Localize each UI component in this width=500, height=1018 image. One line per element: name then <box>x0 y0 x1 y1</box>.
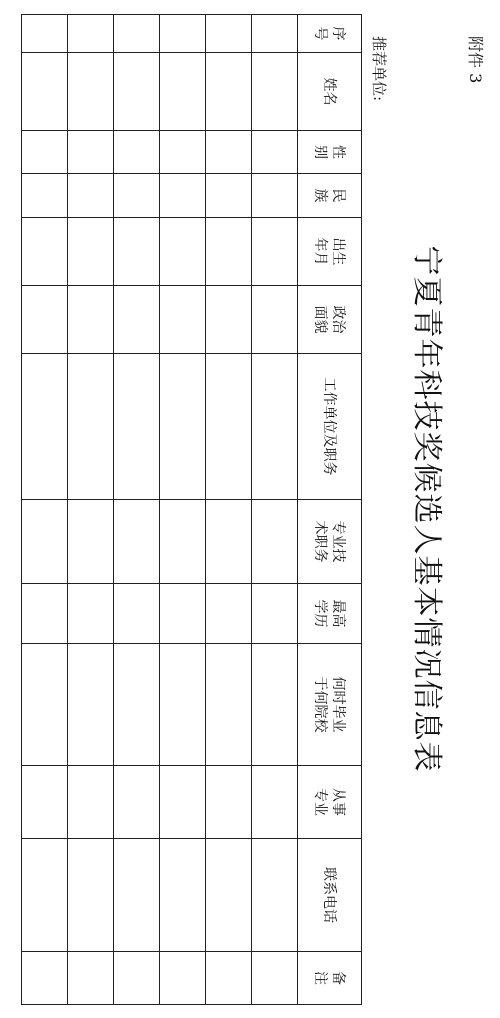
table-cell[interactable] <box>160 766 206 839</box>
table-cell[interactable] <box>252 15 298 53</box>
table-cell[interactable] <box>114 53 160 131</box>
table-cell[interactable] <box>206 766 252 839</box>
table-cell[interactable] <box>22 766 68 839</box>
table-cell[interactable] <box>114 174 160 218</box>
table-cell[interactable] <box>68 500 114 584</box>
table-cell[interactable] <box>252 218 298 286</box>
table-cell[interactable] <box>114 952 160 1005</box>
table-cell[interactable] <box>252 53 298 131</box>
table-row <box>114 15 160 1005</box>
table-cell[interactable] <box>252 354 298 500</box>
table-cell[interactable] <box>160 218 206 286</box>
recommending-unit-label: 推荐单位: <box>370 36 388 102</box>
table-row <box>160 15 206 1005</box>
column-header: 性 别 <box>298 131 362 174</box>
table-cell[interactable] <box>206 354 252 500</box>
column-header: 从事 专业 <box>298 766 362 839</box>
table-cell[interactable] <box>160 952 206 1005</box>
table-cell[interactable] <box>252 131 298 174</box>
table-row <box>252 15 298 1005</box>
table-cell[interactable] <box>160 174 206 218</box>
attachment-label: 附件 3 <box>466 36 485 84</box>
table-cell[interactable] <box>252 500 298 584</box>
table-cell[interactable] <box>206 131 252 174</box>
table-cell[interactable] <box>206 53 252 131</box>
column-header: 民 族 <box>298 174 362 218</box>
column-header: 专业技 术职务 <box>298 500 362 584</box>
table-cell[interactable] <box>252 644 298 766</box>
table-cell[interactable] <box>68 584 114 644</box>
page-title: 宁夏青年科技奖候选人基本情况信息表 <box>409 245 444 773</box>
table-cell[interactable] <box>22 952 68 1005</box>
table-cell[interactable] <box>68 15 114 53</box>
candidate-info-table <box>21 14 362 1005</box>
table-cell[interactable] <box>160 15 206 53</box>
table-cell[interactable] <box>206 500 252 584</box>
table-cell[interactable] <box>22 286 68 354</box>
table-cell[interactable] <box>114 584 160 644</box>
table-cell[interactable] <box>206 644 252 766</box>
table-cell[interactable] <box>22 15 68 53</box>
table-cell[interactable] <box>68 53 114 131</box>
table-cell[interactable] <box>206 286 252 354</box>
table-cell[interactable] <box>206 174 252 218</box>
column-header: 最高 学历 <box>298 584 362 644</box>
table-cell[interactable] <box>206 839 252 952</box>
column-header: 姓名 <box>298 53 362 131</box>
table-cell[interactable] <box>22 354 68 500</box>
table-cell[interactable] <box>68 839 114 952</box>
table-cell[interactable] <box>68 644 114 766</box>
table-cell[interactable] <box>114 766 160 839</box>
table-cell[interactable] <box>160 839 206 952</box>
table-cell[interactable] <box>114 218 160 286</box>
table-cell[interactable] <box>68 766 114 839</box>
table-cell[interactable] <box>22 644 68 766</box>
table-cell[interactable] <box>68 174 114 218</box>
table-cell[interactable] <box>252 952 298 1005</box>
table-cell[interactable] <box>22 53 68 131</box>
table-cell[interactable] <box>160 644 206 766</box>
table-cell[interactable] <box>160 53 206 131</box>
table-cell[interactable] <box>206 584 252 644</box>
column-header: 出生 年月 <box>298 218 362 286</box>
table-cell[interactable] <box>252 766 298 839</box>
table-cell[interactable] <box>114 15 160 53</box>
table-cell[interactable] <box>22 218 68 286</box>
table-cell[interactable] <box>206 15 252 53</box>
table-cell[interactable] <box>22 500 68 584</box>
table-cell[interactable] <box>160 500 206 584</box>
column-header: 联系电话 <box>298 839 362 952</box>
table-cell[interactable] <box>252 584 298 644</box>
table-cell[interactable] <box>22 839 68 952</box>
table-cell[interactable] <box>22 174 68 218</box>
table-cell[interactable] <box>252 839 298 952</box>
column-header: 政治 面貌 <box>298 286 362 354</box>
table-cell[interactable] <box>160 584 206 644</box>
table-cell[interactable] <box>68 952 114 1005</box>
table-row <box>68 15 114 1005</box>
table-cell[interactable] <box>22 584 68 644</box>
table-cell[interactable] <box>114 839 160 952</box>
table-cell[interactable] <box>206 952 252 1005</box>
table-cell[interactable] <box>114 354 160 500</box>
column-header: 何时毕业 于何院校 <box>298 644 362 766</box>
table-cell[interactable] <box>160 286 206 354</box>
table-cell[interactable] <box>68 286 114 354</box>
table-row <box>206 15 252 1005</box>
table-cell[interactable] <box>252 174 298 218</box>
table-cell[interactable] <box>22 131 68 174</box>
table-cell[interactable] <box>114 131 160 174</box>
table-cell[interactable] <box>160 354 206 500</box>
table-cell[interactable] <box>68 218 114 286</box>
table-header-row <box>298 15 362 1005</box>
column-header: 序 号 <box>298 15 362 53</box>
table-cell[interactable] <box>114 286 160 354</box>
table-cell[interactable] <box>114 644 160 766</box>
table-cell[interactable] <box>160 131 206 174</box>
column-header: 备 注 <box>298 952 362 1005</box>
column-header: 工作单位及职务 <box>298 354 362 500</box>
table-cell[interactable] <box>252 286 298 354</box>
table-cell[interactable] <box>206 218 252 286</box>
table-cell[interactable] <box>68 354 114 500</box>
table-cell[interactable] <box>68 131 114 174</box>
table-row <box>22 15 68 1005</box>
table-cell[interactable] <box>114 500 160 584</box>
